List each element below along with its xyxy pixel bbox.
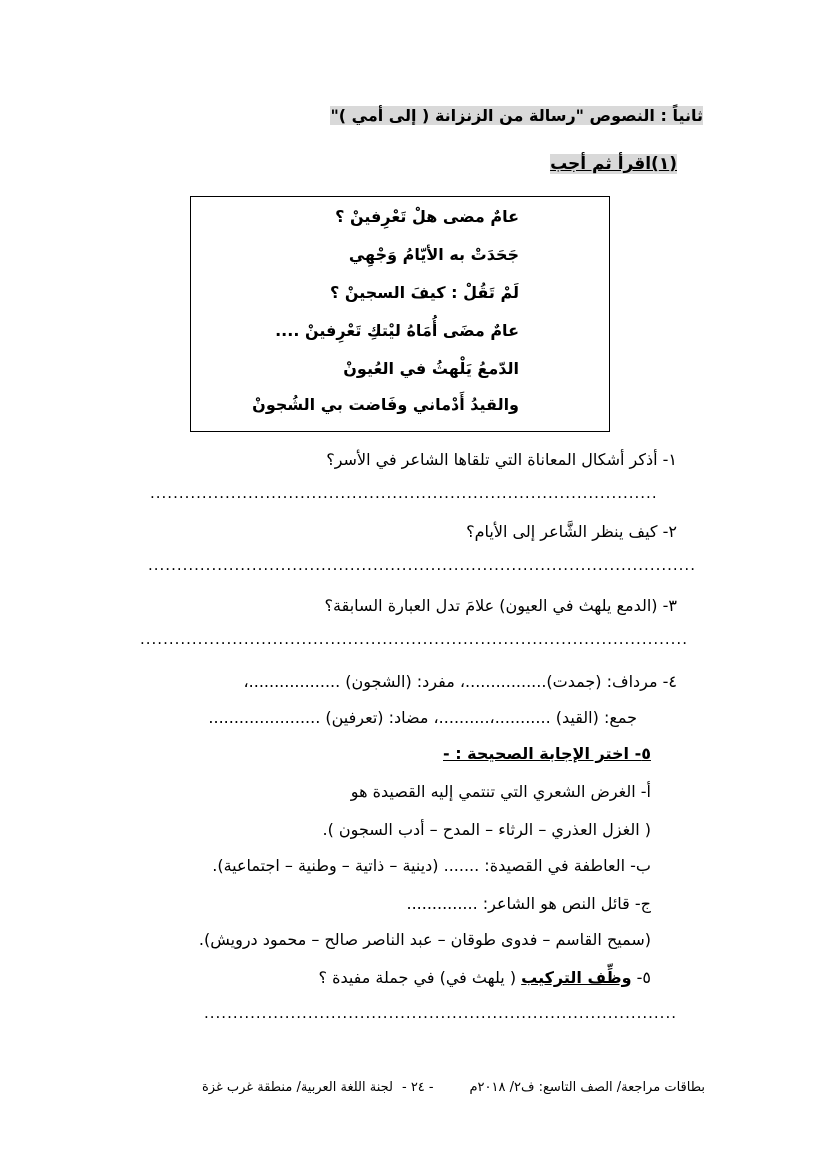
answer-line-6[interactable]: .................................................................................. [204, 1004, 677, 1022]
footer-right: لجنة اللغة العربية/ منطقة غرب غزة [201, 1080, 393, 1095]
question-5-title-text: ٥- اختر الإجابة الصحيحة : - [443, 744, 651, 763]
question-5b: ب- العاطفة في القصيدة: ....... (دينية – ذاتية – وطنية – اجتماعية). [212, 856, 651, 875]
question-2: ٢- كيف ينظر الشَّاعر إلى الأيام؟ [466, 522, 677, 541]
answer-line-1[interactable]: ........................................................................................ [150, 484, 658, 502]
answer-line-2[interactable]: ............................................................................................... [148, 556, 696, 574]
poem-line: عامٌ مضَى أُمَاهُ ليْتكِ تَعْرِفينْ .... [275, 321, 519, 340]
question-5-title [443, 744, 651, 763]
question-6-text: ( يلهث في) في جملة مفيدة ؟ [318, 968, 522, 987]
question-3: ٣- (الدمع يلهث في العيون) علامَ تدل العبارة السابقة؟ [324, 596, 677, 615]
poem-line: والقيدُ أَدْماني وفَاضت بي الشُجونْ [252, 395, 519, 414]
question-4-line-2: جمع: (القيد) ...........،..........، مضاد: (تعرفين) ...................... [208, 708, 637, 727]
poem-line: لَمْ تَقُلْ : كيفَ السجينْ ؟ [329, 283, 519, 302]
part1-title-text: (١)اقرأ ثم أجب [550, 154, 677, 174]
section-title-text: ثانياً : النصوص "رسالة من الزنزانة ( إلى أمي )" [330, 106, 703, 125]
poem-line: عامٌ مضى هلْ تَعْرِفينْ ؟ [335, 207, 519, 226]
answer-line-3[interactable]: ............................................................................................... [140, 630, 688, 648]
question-6-number: ٥- [631, 968, 651, 987]
question-5c: ج- قائل النص هو الشاعر: .............. [406, 894, 651, 913]
question-6 [318, 968, 651, 987]
question-5c-options: (سميح القاسم – فدوى طوقان – عبد الناصر صالح – محمود درويش). [198, 930, 651, 949]
question-1: ١- أذكر أشكال المعاناة التي تلقاها الشاعر في الأسر؟ [326, 450, 677, 469]
section-title [330, 106, 703, 125]
footer-left: بطاقات مراجعة/ الصف التاسع: ف٢/ ٢٠١٨م [469, 1080, 705, 1095]
question-6-keyword: وظِّف التركيب [521, 968, 632, 987]
question-4-line-1: ٤- مرداف: (جمدت)................، مفرد: (الشجون) ..................، [243, 672, 677, 691]
part1-title [550, 154, 677, 174]
poem-line: الدّمعُ يَلْهثُ في العُيونْ [343, 359, 519, 378]
footer-page-number: - ٢٤ - [402, 1080, 434, 1095]
question-5a-options: ( الغزل العذري – الرثاء – المدح – أدب السجون ). [322, 820, 651, 839]
poem-line: جَحَدَتْ به الأيّامُ وَجْهِي [348, 245, 519, 264]
poem-box [190, 196, 610, 432]
question-5a: أ- الغرض الشعري التي تنتمي إليه القصيدة هو [350, 782, 651, 801]
